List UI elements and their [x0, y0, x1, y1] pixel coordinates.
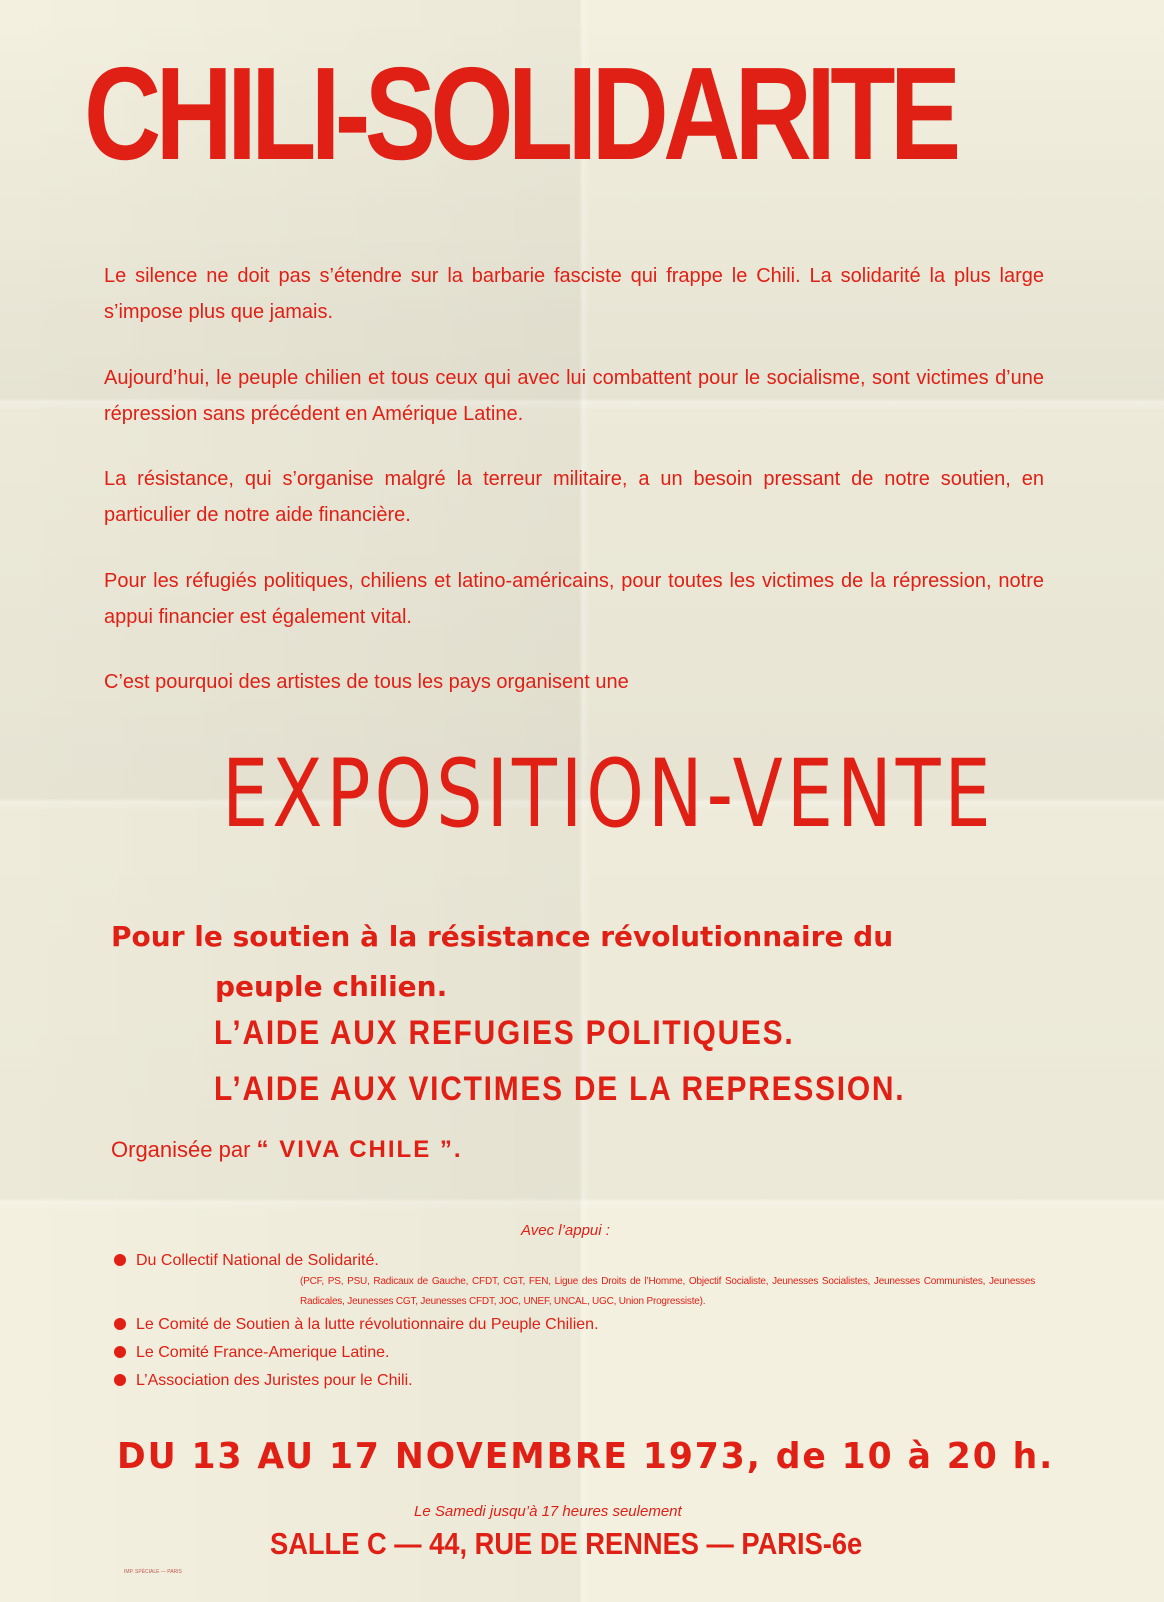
support-item-2-label: Le Comité de Soutien à la lutte révolutionnaire du Peuple Chilien.	[136, 1316, 599, 1333]
support-item-4-label: L’Association des Juristes pour le Chili.	[136, 1372, 413, 1389]
support-item-1-label: Du Collectif National de Solidarité.	[136, 1252, 379, 1269]
support-header: Avec l’appui :	[521, 1222, 610, 1239]
bullet-dot-icon	[114, 1254, 126, 1266]
intro-paragraph-5: C’est pourquoi des artistes de tous les pays organisent une	[104, 671, 629, 693]
saturday-hours-note: Le Samedi jusqu’à 17 heures seulement	[414, 1503, 682, 1520]
main-title: CHILI-SOLIDARITE	[84, 40, 956, 187]
intro-paragraph-4: Pour les réfugiés politiques, chiliens et latino-américains, pour toutes les victimes de la répression, notre appui financier est également vital.	[104, 570, 1044, 628]
bullet-dot-icon	[114, 1346, 126, 1358]
intro-paragraph-2: Aujourd’hui, le peuple chilien et tous ceux qui avec lui combattent pour le socialisme, sont victimes d’une répression sans précédent en Amérique Latine.	[104, 367, 1044, 425]
aid-refugees-line: L’AIDE AUX REFUGIES POLITIQUES.	[214, 1014, 795, 1052]
purpose-line-1: Pour le soutien à la résistance révolutionnaire du	[111, 920, 894, 953]
event-dates: DU 13 AU 17 NOVEMBRE 1973, de 10 à 20 h.	[117, 1436, 1055, 1477]
support-member-list: (PCF, PS, PSU, Radicaux de Gauche, CFDT, CGT, FEN, Ligue des Droits de l’Homme, Objectif Socialiste, Jeunesses Socialistes, Jeunesses Communistes, Jeunesses Radicales, Jeunesses CGT, Jeunesses CFDT, JOC, UNEF, UNCAL, UGC, Union Progressiste).	[300, 1276, 1035, 1307]
purpose-statement	[111, 912, 1041, 1013]
printer-mark: IMP. SPÉCIALE — PARIS	[124, 1569, 182, 1575]
support-item-national-collective	[114, 1253, 379, 1269]
exhibition-title: EXPOSITION-VENTE	[222, 740, 995, 849]
organized-by-label: Organisée par	[111, 1137, 251, 1162]
intro-paragraph-1: Le silence ne doit pas s’étendre sur la barbarie fasciste qui frappe le Chili. La solidarité la plus large s’impose plus que jamais.	[104, 265, 1044, 323]
support-item-france-latin-america	[114, 1345, 389, 1361]
support-item-3-label: Le Comité France-Amerique Latine.	[136, 1344, 390, 1361]
bullet-dot-icon	[114, 1318, 126, 1330]
organizer-name: “ VIVA CHILE ”.	[256, 1136, 463, 1163]
organizer-line	[111, 1138, 463, 1162]
aid-victims-line: L’AIDE AUX VICTIMES DE LA REPRESSION.	[214, 1070, 906, 1108]
event-address: SALLE C — 44, RUE DE RENNES — PARIS-6e	[270, 1526, 863, 1561]
support-item-solidarity-committee	[114, 1317, 599, 1333]
purpose-line-2: peuple chilien.	[215, 970, 448, 1004]
intro-paragraph-3: La résistance, qui s’organise malgré la terreur militaire, a un besoin pressant de notre soutien, en particulier de notre aide financière.	[104, 468, 1044, 526]
bullet-dot-icon	[114, 1374, 126, 1386]
support-item-jurists-association	[114, 1373, 413, 1389]
